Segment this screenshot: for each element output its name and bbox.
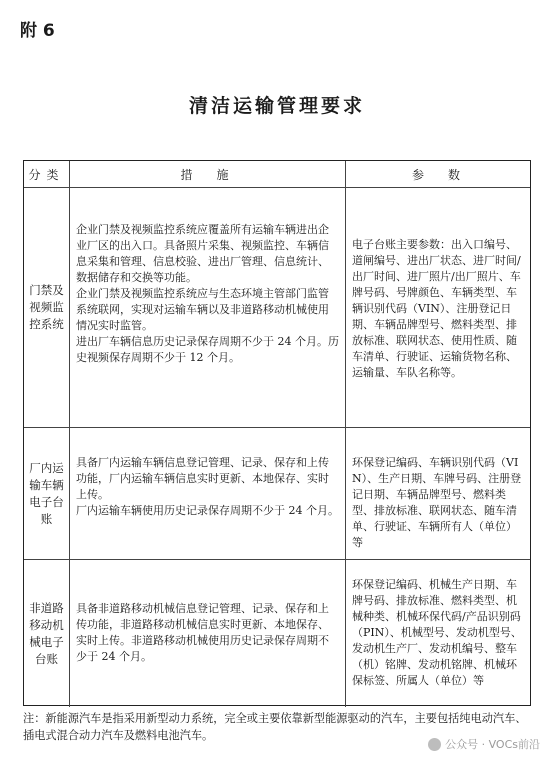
table-header-row — [24, 161, 530, 188]
watermark-text: 公众号 · VOCs前沿 — [445, 738, 540, 751]
row-category: 厂内运输车辆电子台账 — [24, 428, 70, 559]
row-measures — [70, 560, 346, 707]
measure-paragraph: 进出厂车辆信息历史记录保存周期不少于 24 个月。历史视频保存周期不少于 12 个月。 — [76, 335, 339, 364]
measure-paragraph: 厂内运输车辆使用历史记录保存周期不少于 24 个月。 — [76, 504, 339, 517]
footnote: 注：新能源汽车是指采用新型动力系统，完全或主要依靠新型能源驱动的汽车，主要包括纯电动汽车、插电式混合动力汽车及燃料电池汽车。 — [23, 712, 527, 742]
table-row — [24, 560, 530, 707]
annex-label: 附 6 — [20, 21, 55, 41]
header-parameters: 参 数 — [411, 167, 466, 182]
row-parameters: 环保登记编码、车辆识别代码（VIN）、生产日期、车牌号码、注册登记日期、车辆品牌型号、燃料类型、排放标准、联网状态、随车清单、行驶证、车辆所有人（单位）等 — [352, 456, 522, 549]
row-category: 门禁及视频监控系统 — [24, 188, 70, 427]
measure-paragraph: 企业门禁及视频监控系统应与生态环境主管部门监管系统联网，实现对运输车辆以及非道路移动机械使用情况实时监管。 — [76, 287, 329, 332]
header-category: 分类 — [24, 161, 70, 187]
row-measures — [70, 188, 346, 427]
table-row — [24, 428, 530, 560]
row-parameters: 电子台账主要参数：出入口编号、道闸编号、进出厂状态、进厂时间/出厂时间、进厂照片/出厂照片、车牌号码、号牌颜色、车辆类型、车辆识别代码（VIN）、注册登记日期、车辆品牌型号、燃料类型、排放标准、联网状态、使用性质、随车清单、行驶证、运输货物名称、运输量、车队名称等。 — [352, 238, 521, 379]
page-title: 清洁运输管理要求 — [188, 95, 365, 117]
measure-paragraph: 具备厂内运输车辆信息登记管理、记录、保存和上传功能，厂内运输车辆信息实时更新、本地保存、实时上传。 — [76, 456, 329, 501]
row-category: 非道路移动机械电子台账 — [24, 560, 70, 707]
wechat-icon — [428, 738, 441, 751]
header-measures: 措 施 — [70, 161, 346, 187]
row-measures — [70, 428, 346, 559]
table-row — [24, 188, 530, 428]
measure-paragraph: 具备非道路移动机械信息登记管理、记录、保存和上传功能，非道路移动机械信息实时更新、本地保存、实时上传。非道路移动机械使用历史记录保存周期不少于 24 个月。 — [76, 602, 329, 663]
measure-paragraph: 企业门禁及视频监控系统应覆盖所有运输车辆进出企业厂区的出入口。具备照片采集、视频监控、车辆信息采集和管理、信息校验、进出厂管理、信息统计、数据储存和交换等功能。 — [76, 223, 329, 284]
row-parameters: 环保登记编码、机械生产日期、车牌号码、排放标准、燃料类型、机械种类、机械环保代码/产品识别码（PIN）、机械型号、发动机型号、发动机生产厂、发动机编号、整车（机）铭牌、发动机铭牌、机械环保标签、所属人（单位）等 — [352, 578, 522, 687]
requirements-table — [23, 160, 531, 706]
watermark — [428, 736, 540, 752]
